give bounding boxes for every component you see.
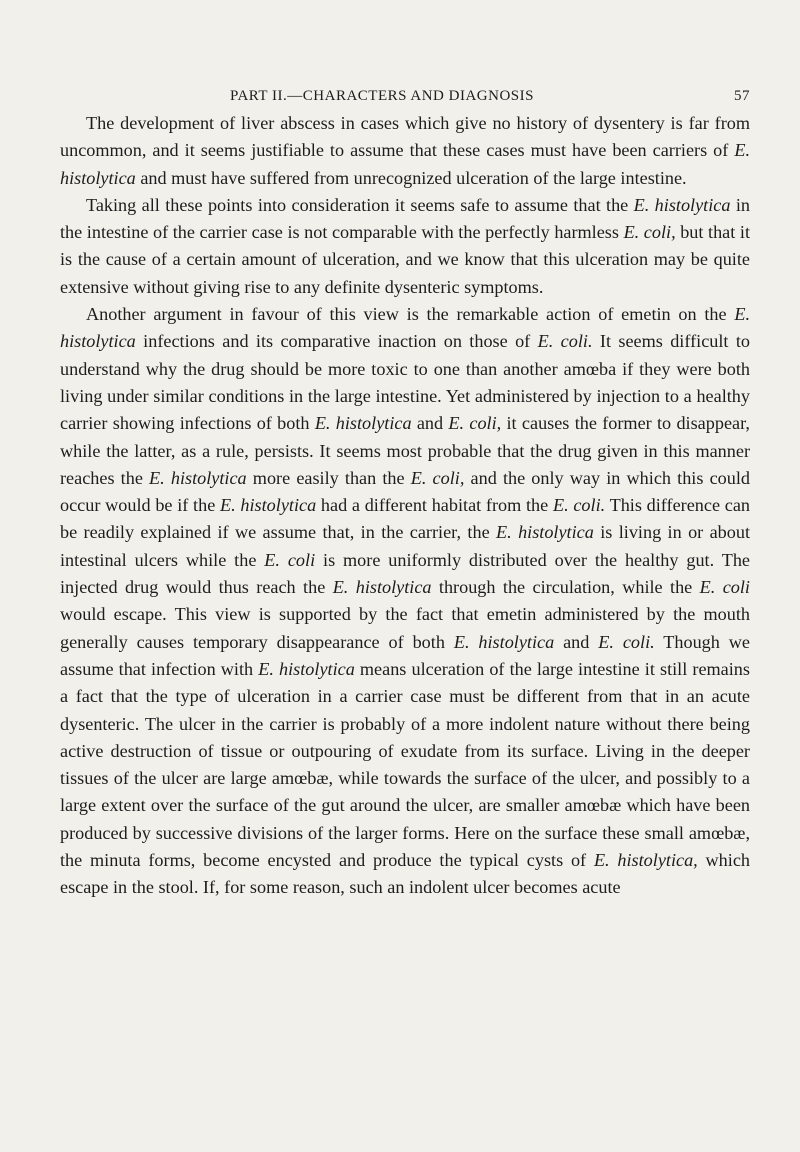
species-name: E. histolytica	[332, 577, 432, 598]
species-name: E. histolytica	[633, 194, 731, 215]
species-name: E. histolytica	[453, 631, 555, 652]
text-run: and	[411, 413, 449, 434]
species-name: E. coli.	[552, 495, 606, 516]
text-run: and must have suffered from unrecognized ulceration of the large intestine.	[135, 167, 687, 188]
text-run: means ulceration of the large intestine it still remains a fact that the type of ulceration in a carrier case must be different from that in an acute dysenteric. The ulcer in the carrier is probably of a more indolent nature without there being active destruction of tissue or outpouring of exudate from its surface. Living in the deeper tissues of the ulcer are large amœbæ, while towards the surface of the ulcer, and possibly to a large extent over the surface of the gut around the ulcer, are smaller amœbæ which have been produced by successive divisions of the larger forms. Here on the surface these small amœbæ, the minuta forms, become encysted and produce the typical cysts of	[60, 658, 750, 871]
text-run: Though we assume that infection with	[60, 631, 750, 679]
page-number: 57	[734, 88, 750, 104]
text-run: The development of liver abscess in cases which give no history of dysentery is far from uncommon, and it seems justifiable to assume that these cases must have been carriers of	[60, 113, 750, 161]
text-run: infections and its comparative inaction on those of	[135, 331, 538, 352]
species-name: E. histolytica	[60, 140, 750, 188]
paragraph	[60, 110, 750, 192]
species-name: E. coli	[264, 549, 316, 570]
text-run: and	[554, 631, 599, 652]
species-name: E. histolytica,	[593, 850, 698, 871]
species-name: E. coli.	[598, 631, 655, 652]
species-name: E. coli,	[448, 413, 502, 434]
text-run: is living in or about intestinal ulcers while the	[60, 522, 750, 570]
species-name: E. coli,	[623, 222, 676, 243]
text-run: had a different habitat from the	[316, 495, 553, 516]
text-run: Another argument in favour of this view is the remarkable action of emetin on the	[86, 304, 735, 325]
text-run: Taking all these points into consideration it seems safe to assume that the	[86, 194, 634, 215]
species-name: E. histolytica	[314, 413, 412, 434]
text-run: but that it is the cause of a certain amount of ulceration, and we know that this ulceration may be quite extensive without giving rise to any definite dysenteric symptoms.	[60, 222, 750, 297]
species-name: E. coli	[699, 577, 750, 598]
text-run: is more uniformly distributed over the healthy gut. The injected drug would thus reach the	[60, 549, 750, 598]
text-run: This difference can be readily explained if we assume that, in the carrier, the	[60, 495, 750, 543]
running-head-title: PART II.—CHARACTERS AND DIAGNOSIS	[230, 88, 534, 104]
text-run: It seems difficult to understand why the drug should be more toxic to one than another amœba if they were both living under similar conditions in the large intestine. Yet administered by injection to a healthy carrier showing infections of both	[60, 331, 751, 434]
text-run: which escape in the stool. If, for some reason, such an indolent ulcer becomes acute	[60, 850, 750, 898]
species-name: E. coli.	[537, 331, 593, 352]
text-run: would escape. This view is supported by the fact that emetin administered by the mouth generally causes temporary disappearance of both	[60, 604, 750, 652]
species-name: E. histolytica	[258, 658, 355, 679]
body-text	[60, 110, 750, 902]
text-run: in the intestine of the carrier case is not comparable with the perfectly harmless	[60, 194, 750, 243]
species-name: E. histolytica	[496, 522, 594, 543]
text-run: through the circulation, while the	[431, 577, 700, 598]
text-run: it causes the former to disappear, while the latter, as a rule, persists. It seems most probable that the drug given in this manner reaches the	[60, 413, 750, 488]
text-run: more easily than the	[246, 467, 411, 488]
species-name: E. coli,	[410, 467, 465, 488]
species-name: E. histolytica	[60, 304, 750, 352]
paragraph	[60, 192, 750, 301]
species-name: E. histolytica	[149, 467, 247, 488]
species-name: E. histolytica	[220, 495, 317, 516]
paragraph	[60, 301, 750, 902]
text-run: and the only way in which this could occur would be if the	[60, 467, 750, 516]
